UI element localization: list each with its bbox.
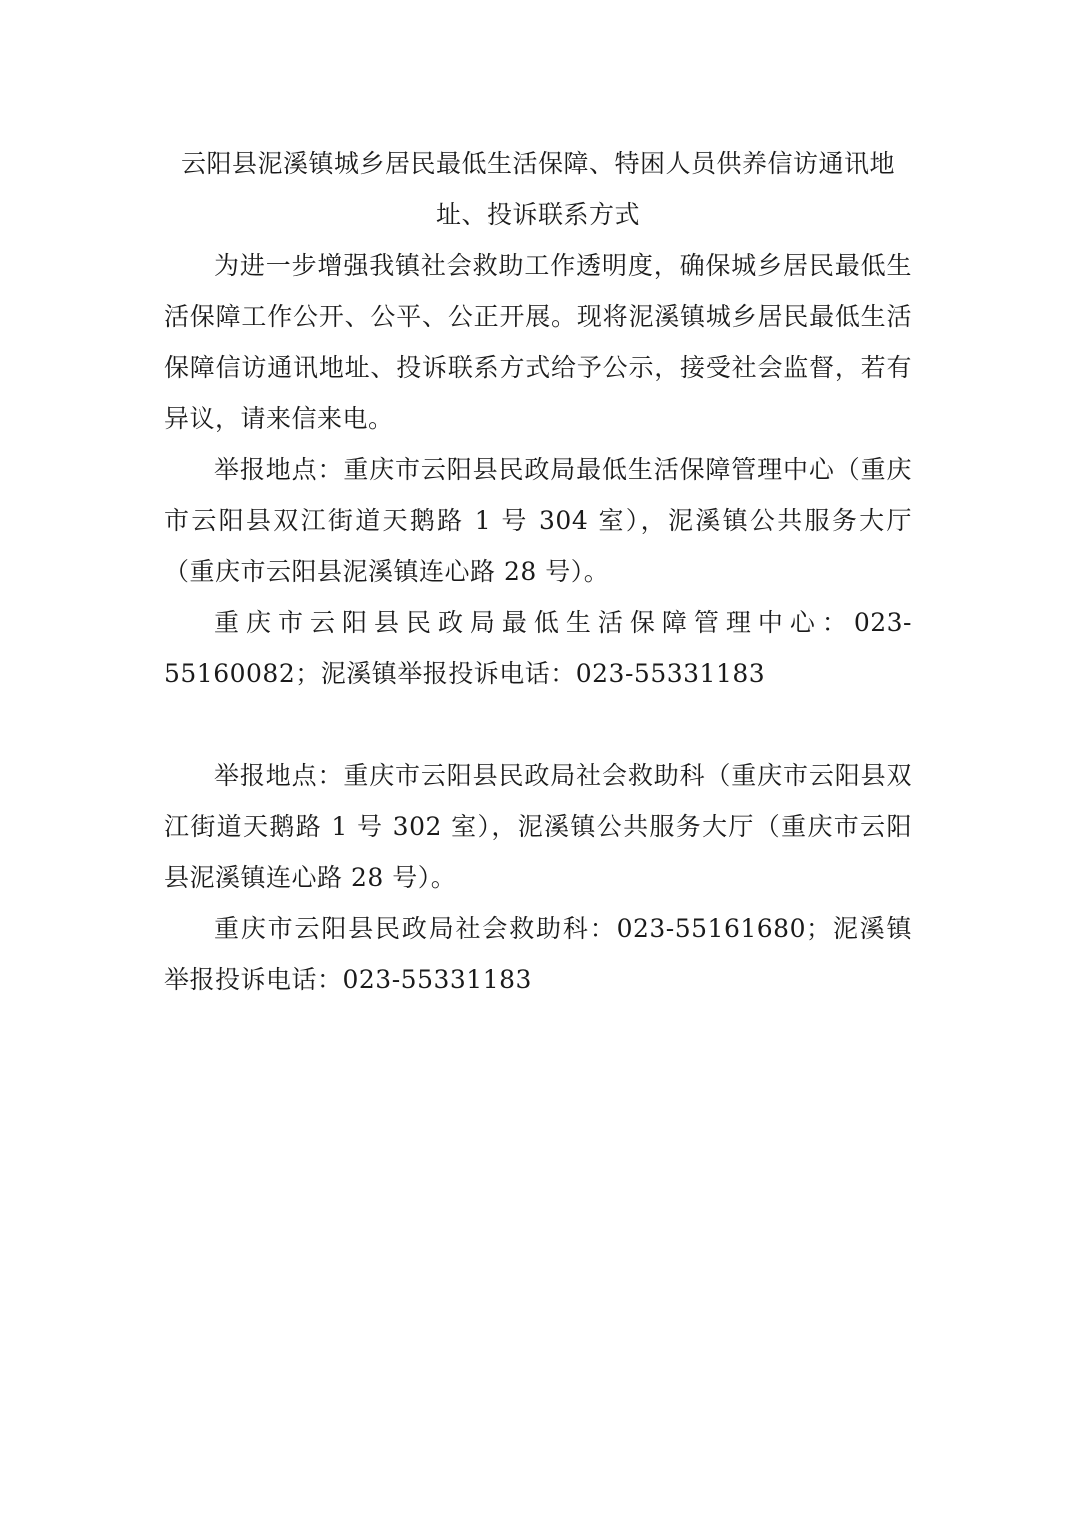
contact-phone-paragraph-1: 重庆市云阳县民政局最低生活保障管理中心：023-55160082；泥溪镇举报投诉电话：023-55331183 [164,608,912,688]
report-location-paragraph-2: 举报地点：重庆市云阳县民政局社会救助科（重庆市云阳县双江街道天鹅路 1 号 302 室），泥溪镇公共服务大厅（重庆市云阳县泥溪镇连心路 28 号）。 [164,761,912,892]
section-spacer [164,699,912,750]
report-location-paragraph-1: 举报地点：重庆市云阳县民政局最低生活保障管理中心（重庆市云阳县双江街道天鹅路 1 号 304 室），泥溪镇公共服务大厅（重庆市云阳县泥溪镇连心路 28 号）。 [164,455,912,586]
document-body [164,138,912,1005]
contact-phone-paragraph-2: 重庆市云阳县民政局社会救助科：023-55161680；泥溪镇举报投诉电话：023-55331183 [164,914,912,994]
document-title: 云阳县泥溪镇城乡居民最低生活保障、特困人员供养信访通讯地址、投诉联系方式 [180,149,895,229]
intro-paragraph: 为进一步增强我镇社会救助工作透明度，确保城乡居民最低生活保障工作公开、公平、公正开展。现将泥溪镇城乡居民最低生活保障信访通讯地址、投诉联系方式给予公示，接受社会监督，若有异议，请来信来电。 [164,251,912,433]
